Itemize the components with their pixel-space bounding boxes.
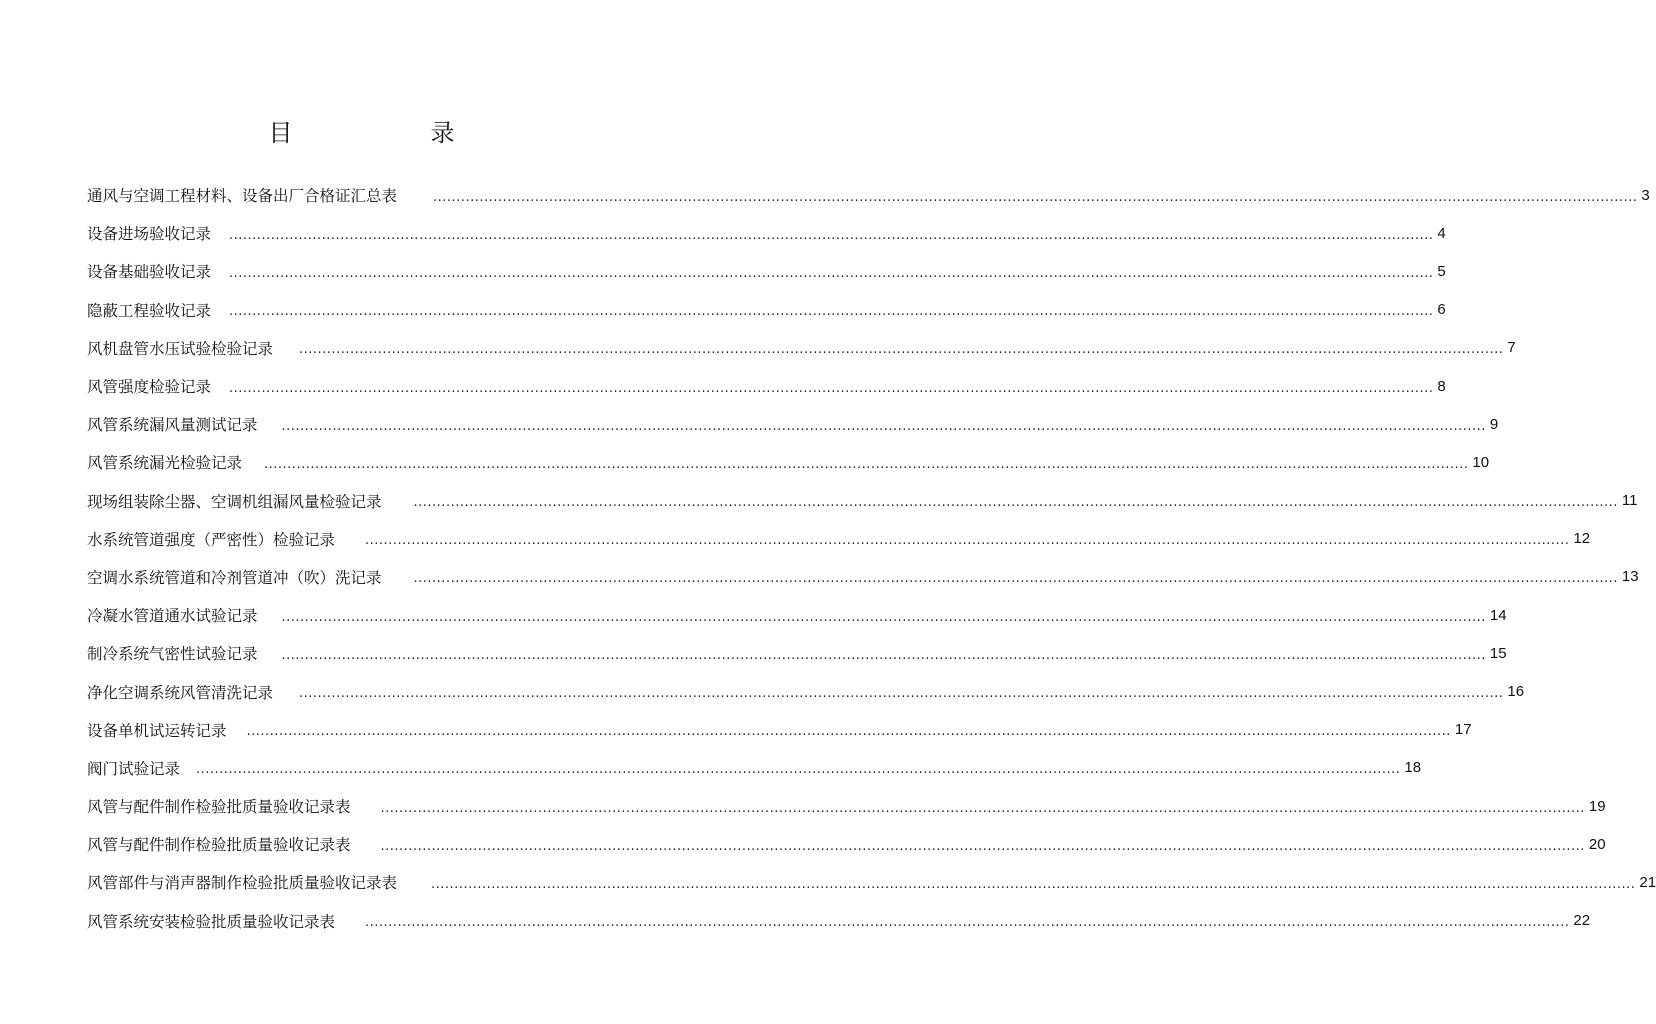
toc-item-label: 设备进场验收记录	[87, 225, 212, 244]
toc-dot-leader: ....................................................................................................................................................................................................................................................................	[196, 762, 1401, 778]
toc-item-page-number: 4	[1437, 224, 1446, 242]
toc-item[interactable]	[87, 367, 1446, 405]
toc-dot-leader: ....................................................................................................................................................................................................................................................................	[264, 456, 1469, 472]
toc-item[interactable]	[87, 863, 1656, 901]
toc-dot-leader: ....................................................................................................................................................................................................................................................................	[246, 724, 1451, 740]
toc-item-page-number: 20	[1588, 835, 1606, 853]
toc-item[interactable]	[87, 176, 1650, 214]
toc-item[interactable]	[87, 405, 1499, 443]
toc-item-label: 通风与空调工程材料、设备出厂合格证汇总表	[87, 187, 398, 206]
toc-item-page-number: 10	[1472, 453, 1490, 471]
toc-dot-leader: ....................................................................................................................................................................................................................................................................	[365, 533, 1570, 549]
toc-dot-leader: ....................................................................................................................................................................................................................................................................	[413, 571, 1618, 587]
toc-item-page-number: 16	[1507, 683, 1525, 701]
toc-dot-leader: ....................................................................................................................................................................................................................................................................	[229, 304, 1434, 320]
toc-item[interactable]	[87, 711, 1472, 749]
toc-item-page-number: 3	[1641, 186, 1650, 204]
toc-item[interactable]	[87, 329, 1516, 367]
toc-item-label: 现场组装除尘器、空调机组漏风量检验记录	[87, 492, 382, 511]
toc-item-page-number: 12	[1573, 530, 1591, 548]
toc-item-page-number: 18	[1404, 759, 1422, 777]
toc-item-page-number: 9	[1489, 415, 1499, 433]
toc-item-page-number: 15	[1489, 644, 1507, 662]
toc-item-page-number: 11	[1621, 492, 1638, 510]
toc-dot-leader: ....................................................................................................................................................................................................................................................................	[365, 915, 1570, 931]
toc-dot-leader: ....................................................................................................................................................................................................................................................................	[413, 495, 1618, 511]
toc-dot-leader: ....................................................................................................................................................................................................................................................................	[380, 800, 1585, 816]
toc-dot-leader: ....................................................................................................................................................................................................................................................................	[281, 418, 1486, 434]
toc-item-label: 风管强度检验记录	[87, 378, 212, 397]
toc-item[interactable]	[87, 596, 1507, 634]
toc-item[interactable]	[87, 214, 1446, 252]
toc-item-page-number: 21	[1639, 873, 1656, 891]
toc-dot-leader: ....................................................................................................................................................................................................................................................................	[433, 189, 1638, 205]
table-of-contents	[87, 176, 1656, 940]
toc-dot-leader: ....................................................................................................................................................................................................................................................................	[299, 342, 1504, 358]
toc-dot-leader: ....................................................................................................................................................................................................................................................................	[281, 647, 1486, 663]
toc-dot-leader: ....................................................................................................................................................................................................................................................................	[229, 380, 1434, 396]
toc-item[interactable]	[87, 443, 1490, 481]
toc-item-label: 风管部件与消声器制作检验批质量验收记录表	[87, 874, 398, 893]
toc-dot-leader: ....................................................................................................................................................................................................................................................................	[299, 686, 1504, 702]
toc-item[interactable]	[87, 482, 1638, 520]
toc-item-label: 隐蔽工程验收记录	[87, 301, 212, 320]
toc-item-label: 风管与配件制作检验批质量验收记录表	[87, 836, 351, 855]
page-title: 目 录	[268, 119, 485, 147]
toc-item-label: 风管与配件制作检验批质量验收记录表	[87, 798, 351, 817]
toc-item-label: 设备基础验收记录	[87, 263, 212, 282]
toc-item-label: 冷凝水管道通水试验记录	[87, 607, 258, 626]
toc-item-label: 风管系统漏光检验记录	[87, 454, 243, 473]
toc-dot-leader: ....................................................................................................................................................................................................................................................................	[229, 265, 1434, 281]
toc-item-page-number: 8	[1437, 377, 1446, 395]
toc-item-label: 制冷系统气密性试验记录	[87, 645, 258, 664]
toc-item-page-number: 13	[1621, 568, 1639, 586]
toc-dot-leader: ....................................................................................................................................................................................................................................................................	[229, 227, 1434, 243]
toc-item-label: 设备单机试运转记录	[87, 721, 227, 740]
toc-item-label: 风管系统漏风量测试记录	[87, 416, 258, 435]
toc-item-label: 净化空调系统风管清洗记录	[87, 683, 274, 702]
toc-item-page-number: 17	[1454, 721, 1472, 739]
toc-item-label: 风机盘管水压试验检验记录	[87, 339, 274, 358]
toc-item[interactable]	[87, 558, 1639, 596]
toc-item-page-number: 19	[1588, 797, 1606, 815]
toc-dot-leader: ....................................................................................................................................................................................................................................................................	[281, 609, 1486, 625]
toc-item[interactable]	[87, 902, 1591, 940]
toc-item-label: 风管系统安装检验批质量验收记录表	[87, 912, 336, 931]
toc-item-page-number: 22	[1573, 912, 1591, 930]
toc-item[interactable]	[87, 749, 1422, 787]
toc-item-page-number: 5	[1437, 262, 1446, 280]
toc-item-label: 空调水系统管道和冷剂管道冲（吹）洗记录	[87, 568, 382, 587]
toc-item[interactable]	[87, 252, 1446, 290]
toc-item-page-number: 14	[1489, 606, 1507, 624]
toc-item[interactable]	[87, 787, 1606, 825]
toc-item[interactable]	[87, 291, 1446, 329]
toc-item[interactable]	[87, 520, 1591, 558]
toc-dot-leader: ....................................................................................................................................................................................................................................................................	[380, 838, 1585, 854]
toc-item[interactable]	[87, 672, 1525, 710]
toc-item[interactable]	[87, 825, 1606, 863]
toc-item-page-number: 6	[1437, 301, 1446, 319]
toc-item-page-number: 7	[1507, 339, 1516, 357]
toc-dot-leader: ....................................................................................................................................................................................................................................................................	[431, 876, 1636, 892]
toc-item[interactable]	[87, 634, 1507, 672]
toc-item-label: 水系统管道强度（严密性）检验记录	[87, 530, 336, 549]
toc-item-label: 阀门试验记录	[87, 759, 181, 778]
